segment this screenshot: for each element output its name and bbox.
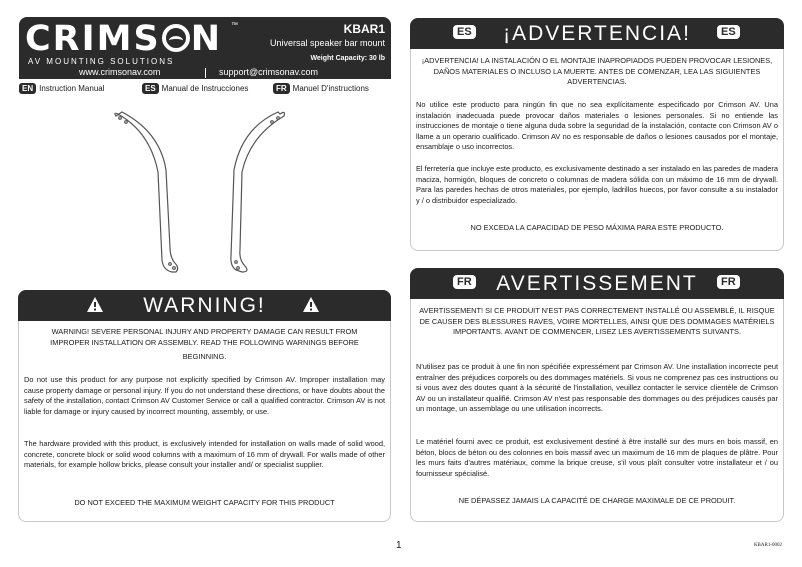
weight-capacity: Weight Capacity: 30 lb <box>310 55 385 62</box>
warning-en-lead-2: IMPROPER INSTALLATION OR ASSEMBLY. READ THE FOLLOWING WARNINGS BEFORE <box>50 338 359 347</box>
warning-en-section <box>18 290 391 522</box>
warning-en-paragraph-2: The hardware provided with this product, is exclusively intended for installation on walls made of solid wood, concrete, concrete block or solid wood columns with a maximum of 16 mm of drywall. For walls made of other materials, for example hollow bricks, please consult your installer and/ or specialist supplier. <box>24 439 385 470</box>
warning-fr-paragraph-1: N'utilisez pas ce produit à une fin non spécifiée expressément par Crimson AV. Une installation incorrecte peut entraîner des préjudices corporels ou des dommages matériels. Si vous ne comprenez pas ces instructions ou si vous avez des doutes quant à la sécurité de l'installation, veuillez contacter le service clientèle de Crimson AV ou un installateur qualifié. Crimson AV n'est pas responsable des dommages ou des préjudices causés par un montage, un assemblage ou une utilisation incorrects. <box>416 362 778 414</box>
document-reference: KBAR1-0002 <box>753 543 782 548</box>
lang-es-badge: ES <box>142 83 159 94</box>
warning-fr-lead: AVERTISSEMENT! SI CE PRODUIT N'EST PAS CORRECTEMENT INSTALLÉ OU ASSEMBLÉ, IL RISQUE DE CAUSER DES BLESSURES RAVES, VOIRE MORTELLES, AINSI QUE DES DOMMAGES MATÉRIELS IMPORTANTS. AVANT DE COMMENCER, LISEZ LES AVERTISSEMENTS SUIVANTS. <box>419 306 775 337</box>
email-link[interactable]: support@crimsonav.com <box>219 67 318 77</box>
language-row <box>19 83 391 97</box>
warning-fr-footer: NE DÉPASSEZ JAMAIS LA CAPACITÉ DE CHARGE MAXIMALE DE CE PRODUIT. <box>458 496 736 505</box>
lang-es-label: Manual de Instrucciones <box>161 84 249 93</box>
page-number: 1 <box>396 540 402 551</box>
website-link[interactable]: www.crimsonav.com <box>79 67 161 77</box>
lang-fr <box>273 83 369 94</box>
trademark: ™ <box>231 22 238 29</box>
contact-bar <box>19 67 391 79</box>
warning-es-section <box>410 18 784 251</box>
logo-tagline: AV MOUNTING SOLUTIONS <box>28 57 175 66</box>
lang-es <box>142 83 248 94</box>
warning-fr-titlebar <box>410 268 784 299</box>
warning-en-titlebar <box>18 290 391 321</box>
model-number: KBAR1 <box>343 22 385 36</box>
warning-fr-title: AVERTISSEMENT <box>496 272 698 295</box>
warning-fr-section <box>410 268 784 522</box>
warning-es-footer: NO EXCEDA LA CAPACIDAD DE PESO MÁXIMA PARA ESTE PRODUCTO. <box>470 223 724 232</box>
warning-es-lead: ¡ADVERTENCIA! LA INSTALACIÓN O EL MONTAJE INAPROPIADOS PUEDEN PROVOCAR LESIONES, DAÑOS MATERIALES O INCLUSO LA MUERTE. ANTES DE COMENZAR, LEA LAS SIGUIENTES ADVERTENCIAS. <box>421 56 773 87</box>
product-subtitle: Universal speaker bar mount <box>269 38 385 48</box>
es-badge-left: ES <box>453 25 476 39</box>
warning-es-paragraph-2: El ferretería que incluye este producto, es exclusivamente destinado a ser instalado en las paredes de madera maciza, hormigón, bloques de concreto o columnas de madera sólida con un máximo de 16 mm de drywall. Para las paredes hechas de otros materiales, por ejemplo, ladrillos huecos, por favor consulte a su instalador y / o distribuidor especializado. <box>416 164 778 205</box>
fr-badge-right: FR <box>717 275 740 289</box>
warning-es-titlebar <box>410 18 784 49</box>
contact-divider <box>205 68 206 78</box>
bracket-illustration <box>110 110 300 280</box>
fr-badge-left: FR <box>453 275 476 289</box>
lang-fr-badge: FR <box>273 83 290 94</box>
warning-en-paragraph-1: Do not use this product for any purpose not explicitly specified by Crimson AV. Improper installation may cause property damage or personal injury. If you do not understand these directions, or have doubts about the safety of the installation, contact Crimson AV Customer Service or call a qualified contractor. Crimson AV is not liable for damage or injury caused by incorrect mounting, assembly, or use. <box>24 375 385 416</box>
logo-speaker-o <box>162 24 190 52</box>
left-bracket <box>115 112 178 272</box>
warning-fr-paragraph-2: Le matériel fourni avec ce produit, est exclusivement destiné à être installé sur des murs en bois massif, en béton, blocs de béton ou des colonnes en bois massif avec un maximum de 16 mm de plaques de plâtre. Pour les murs faits d'autres matériaux, comme la brique creuse, s'il vous plaît consulter votre installateur et / ou fournisseur spécialisé. <box>416 437 778 478</box>
warning-en-lead-1: WARNING! SEVERE PERSONAL INJURY AND PROPERTY DAMAGE CAN RESULT FROM <box>51 327 358 336</box>
crimson-logo: CRIMS N <box>25 19 222 59</box>
warning-en-title: WARNING! <box>143 294 266 317</box>
warning-en-lead-3: BEGINNING. <box>182 352 227 361</box>
warning-es-title: ¡ADVERTENCIA! <box>503 22 691 45</box>
warning-triangle-icon <box>302 296 320 313</box>
right-bracket <box>231 112 285 272</box>
lang-en-badge: EN <box>19 83 36 94</box>
lang-en <box>19 83 105 94</box>
es-badge-right: ES <box>717 25 740 39</box>
warning-es-paragraph-1: No utilice este producto para ningún fin que no sea explícitamente especificado por Crimson AV. Una instalación inadecuada puede provocar daños materiales o lesiones personales. Si no entiende las instrucciones de montaje o tiene alguna duda sobre la seguridad de la instalación, contacte con Crimson AV o llame a un operario cualificado. Crimson AV no es responsable de daños o lesiones causados por el montaje, ensamblaje o uso incorrectos. <box>416 100 778 152</box>
warning-en-footer: DO NOT EXCEED THE MAXIMUM WEIGHT CAPACITY FOR THIS PRODUCT <box>74 498 335 507</box>
lang-en-label: Instruction Manual <box>39 84 105 93</box>
lang-fr-label: Manuel D'instructions <box>292 84 369 93</box>
